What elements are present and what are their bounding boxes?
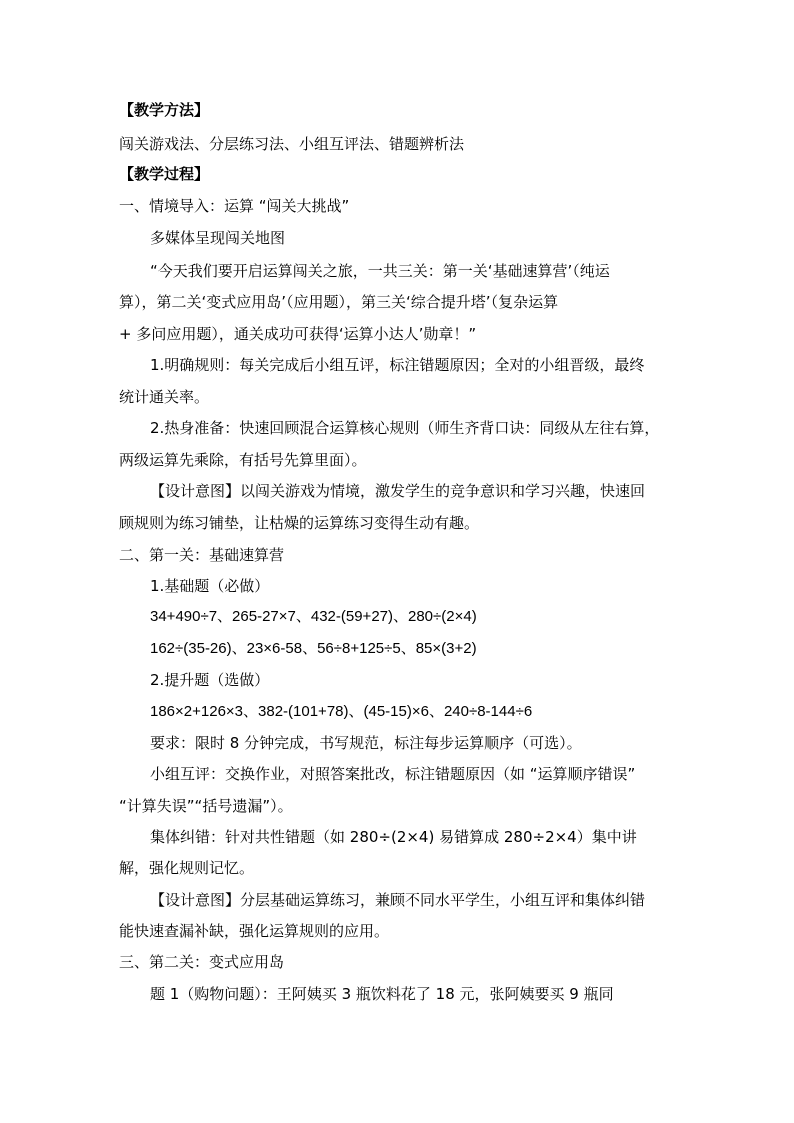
design-intent-line: 【设计意图】以闯关游戏为情境，激发学生的竞争意识和学习兴趣，快速回 <box>150 482 646 500</box>
section-heading-teaching-process: 【教学过程】 <box>119 165 210 183</box>
math-exercise-line: 186×2+126×3、382-(101+78)、(45-15)×6、240÷8-144÷6 <box>150 703 533 720</box>
paragraph-line: 闯关游戏法、分层练习法、小组互评法、错题辨析法 <box>119 135 465 153</box>
paragraph-line: 2.提升题（选做） <box>150 671 270 689</box>
paragraph-line: 解，强化规则记忆。 <box>119 859 255 877</box>
paragraph-line: 算），第二关‘变式应用岛’（应用题），第三关‘综合提升塔’（复杂运算 <box>119 293 559 311</box>
math-exercise-line: 162÷(35-26)、23×6-58、56÷8+125÷5、85×(3+2) <box>150 640 477 657</box>
paragraph-line: “计算失误”“括号遗漏”）。 <box>119 797 293 815</box>
design-intent-line: 顾规则为练习铺垫，让枯燥的运算练习变得生动有趣。 <box>119 514 480 532</box>
paragraph-line: 小组互评：交换作业，对照答案批改，标注错题原因（如 “运算顺序错误” <box>150 765 636 783</box>
subsection-heading: 一、情境导入：运算 “闯关大挑战” <box>119 197 350 215</box>
paragraph-line: 要求：限时 8 分钟完成，书写规范，标注每步运算顺序（可选）。 <box>150 734 582 752</box>
subsection-heading: 三、第二关：变式应用岛 <box>119 953 285 971</box>
subsection-heading: 二、第一关：基础速算营 <box>119 546 285 564</box>
paragraph-line: 1.基础题（必做） <box>150 577 270 595</box>
section-heading-teaching-methods: 【教学方法】 <box>119 101 210 119</box>
paragraph-line: 题 1（购物问题）：王阿姨买 3 瓶饮料花了 18 元，张阿姨要买 9 瓶同 <box>150 985 614 1003</box>
paragraph-line: “今天我们要开启运算闯关之旅，一共三关：第一关‘基础速算营’（纯运 <box>150 262 610 280</box>
paragraph-line: 1.明确规则：每关完成后小组互评，标注错题原因；全对的小组晋级，最终 <box>150 356 645 374</box>
paragraph-line: 2.热身准备：快速回顾混合运算核心规则（师生齐背口诀：同级从左往右算， <box>150 419 660 437</box>
paragraph-line: 两级运算先乘除，有括号先算里面）。 <box>119 451 367 469</box>
paragraph-line: 多媒体呈现闯关地图 <box>150 229 286 247</box>
paragraph-line: 统计通关率。 <box>119 388 210 406</box>
math-exercise-line: 34+490÷7、265-27×7、432-(59+27)、280÷(2×4) <box>150 608 477 625</box>
paragraph-line: 集体纠错：针对共性错题（如 280÷(2×4) 易错算成 280÷2×4）集中讲 <box>150 828 637 846</box>
design-intent-line: 能快速查漏补缺，强化运算规则的应用。 <box>119 922 390 940</box>
paragraph-line: + 多问应用题），通关成功可获得‘运算小达人’勋章！” <box>119 325 477 343</box>
design-intent-line: 【设计意图】分层基础运算练习，兼顾不同水平学生，小组互评和集体纠错 <box>150 891 646 909</box>
